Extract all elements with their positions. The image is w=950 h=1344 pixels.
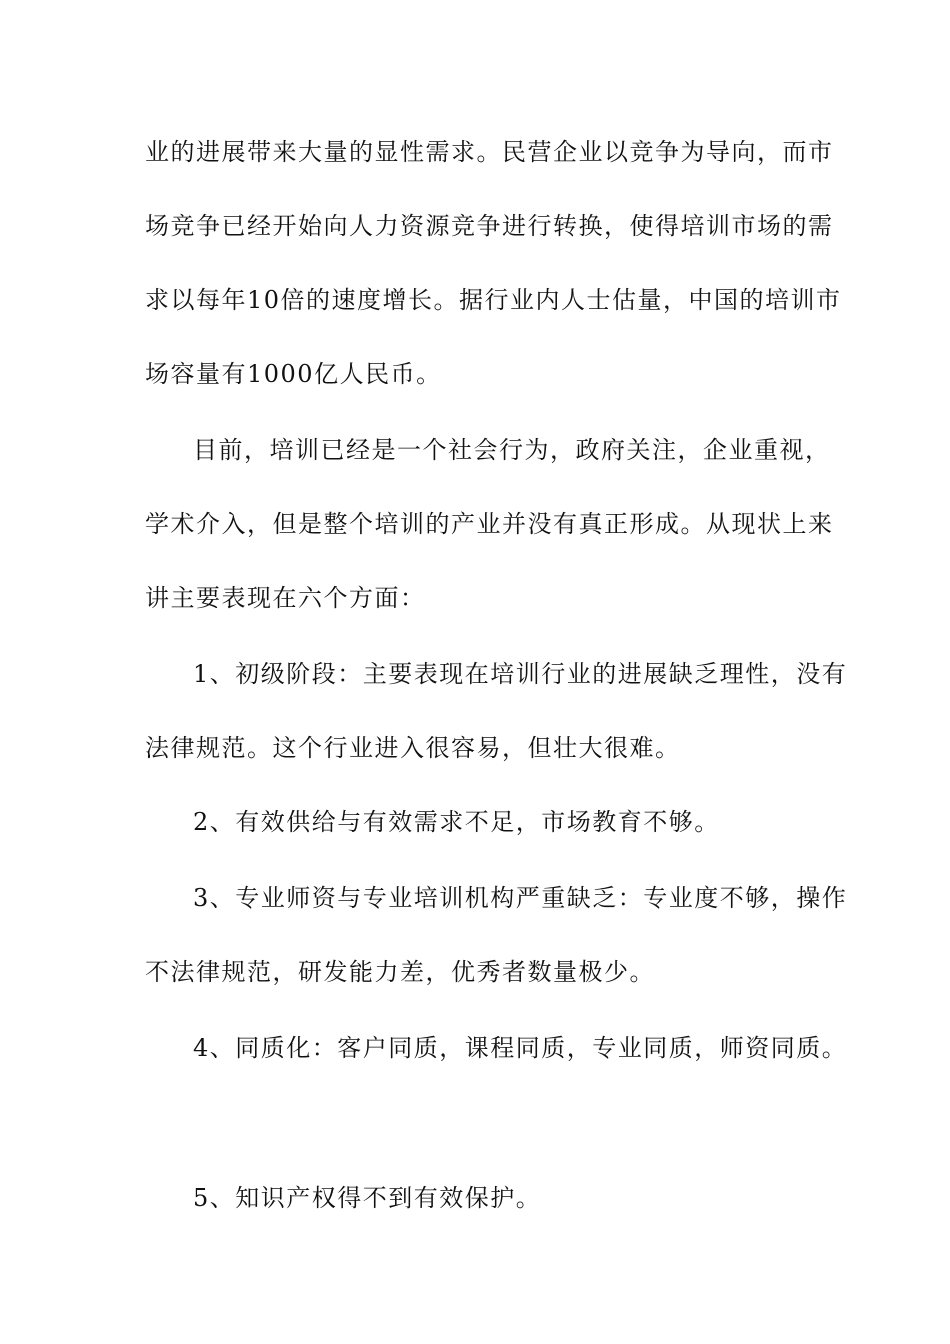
- text-line: 场容量有1000亿人民币。: [145, 360, 442, 388]
- text-line: 求以每年10倍的速度增长。据行业内人士估量，中国的培训市: [145, 286, 842, 314]
- paragraph-first-line: 目前，培训已经是一个社会行为，政府关注，企业重视，: [193, 436, 831, 464]
- list-item-2: 2、有效供给与有效需求不足，市场教育不够。: [193, 808, 720, 836]
- text-line: 不法律规范，研发能力差，优秀者数量极少。: [145, 958, 655, 986]
- text-line: 讲主要表现在六个方面：: [145, 584, 426, 612]
- text-line: 学术介入，但是整个培训的产业并没有真正形成。从现状上来: [145, 510, 834, 538]
- list-item-5: 5、知识产权得不到有效保护。: [193, 1184, 542, 1212]
- text-line: 业的进展带来大量的显性需求。民营企业以竞争为导向，而市: [145, 138, 834, 166]
- list-item-4: 4、同质化：客户同质，课程同质，专业同质，师资同质。: [193, 1034, 848, 1062]
- list-item-3-line: 3、专业师资与专业培训机构严重缺乏：专业度不够，操作: [193, 884, 848, 912]
- text-line: 法律规范。这个行业进入很容易，但壮大很难。: [145, 734, 681, 762]
- text-line: 场竞争已经开始向人力资源竞争进行转换，使得培训市场的需: [145, 212, 834, 240]
- list-item-1-line: 1、初级阶段：主要表现在培训行业的进展缺乏理性，没有: [193, 660, 848, 688]
